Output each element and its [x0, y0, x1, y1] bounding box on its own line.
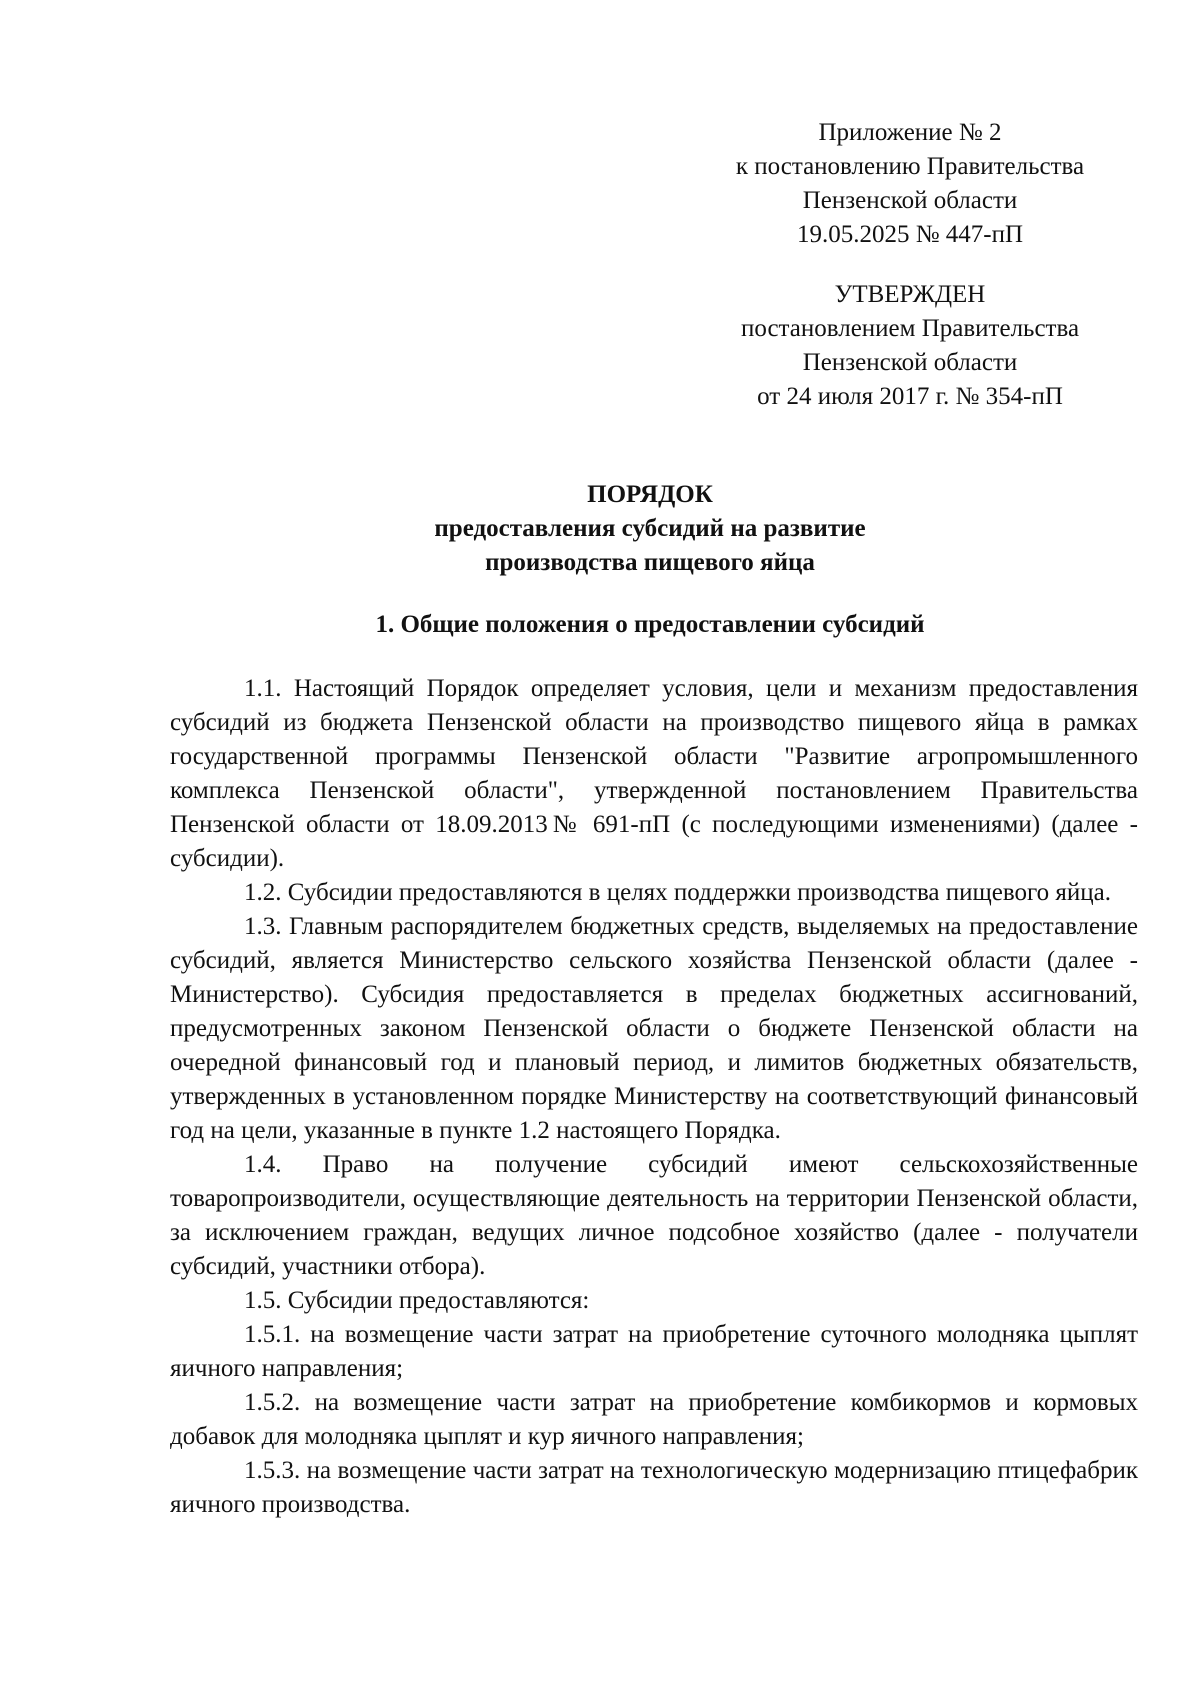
title-subtitle-line2: производства пищевого яйца: [485, 549, 815, 576]
title-subtitle-line1: предоставления субсидий на развитие: [434, 515, 866, 542]
appendix-region: Пензенской области: [802, 187, 1018, 214]
appendix-reference: к постановлению Правительства: [735, 153, 1085, 180]
paragraph-1-4: 1.4. Право на получение субсидий имеют сельскохозяйственные товаропроизводители, осуществляющие деятельность на территории Пензенской области, за исключением граждан, ведущих личное подсобное хозяйство (далее - получатели субсидий, участники отбора).: [170, 1151, 1138, 1280]
document-title: [170, 478, 1130, 580]
paragraph-1-1: 1.1. Настоящий Порядок определяет условия, цели и механизм предоставления субсидий из бюджета Пензенской области на производство пищевого яйца в рамках государственной программы Пензенской области "Развитие агропромышленного комплекса Пензенской области", утвержденной постановлением Правительства Пензенской области от 18.09.2013№ 691-пП (с последующими изменениями) (далее - субсидии).: [170, 675, 1138, 872]
approval-region: Пензенской области: [802, 349, 1018, 376]
paragraph-1-3: 1.3. Главным распорядителем бюджетных средств, выделяемых на предоставление субсидий, является Министерство сельского хозяйства Пензенской области (далее - Министерство). Субсидия предоставляется в пределах бюджетных ассигнований, предусмотренных законом Пензенской области о бюджете Пензенской области на очередной финансовый год и плановый период, и лимитов бюджетных обязательств, утвержденных в установленном порядке Министерству на соответствующий финансовый год на цели, указанные в пункте 1.2 настоящего Порядка.: [170, 913, 1138, 1144]
approval-by: постановлением Правительства: [740, 315, 1080, 342]
paragraph-1-5-3: 1.5.3. на возмещение части затрат на технологическую модернизацию птицефабрик яичного производства.: [170, 1457, 1138, 1518]
paragraph-1-5-2: 1.5.2. на возмещение части затрат на приобретение комбикормов и кормовых добавок для молодняка цыплят и кур яичного направления;: [170, 1389, 1138, 1450]
paragraph-1-2: 1.2. Субсидии предоставляются в целях поддержки производства пищевого яйца.: [244, 879, 1112, 906]
approval-status: УТВЕРЖДЕН: [834, 281, 986, 308]
appendix-header: [700, 116, 1120, 252]
paragraph-1-5: 1.5. Субсидии предоставляются:: [244, 1287, 590, 1314]
paragraph-1-5-1: 1.5.1. на возмещение части затрат на приобретение суточного молодняка цыплят яичного направления;: [170, 1321, 1138, 1382]
title-main: ПОРЯДОК: [587, 481, 713, 508]
document-body: [170, 672, 1138, 1522]
appendix-date-number: 19.05.2025 № 447-пП: [796, 221, 1024, 248]
appendix-number: Приложение № 2: [818, 119, 1002, 146]
approval-header: [700, 278, 1120, 414]
approval-date-number: от 24 июля 2017 г. № 354-пП: [757, 383, 1063, 410]
section-heading: 1. Общие положения о предоставлении субсидий: [375, 611, 925, 638]
